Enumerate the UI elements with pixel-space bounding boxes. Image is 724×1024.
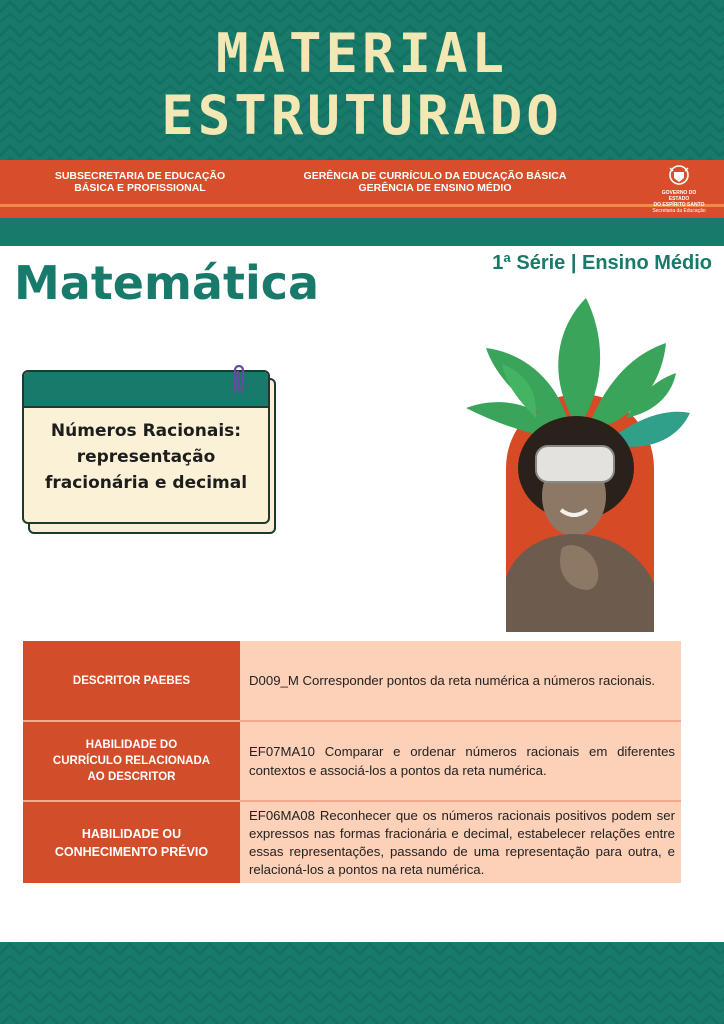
row-label-line1: HABILIDADE OU — [81, 826, 182, 841]
descriptor-table — [23, 641, 681, 883]
row-value-text: D009_M Corresponder pontos da reta numérica a números racionais. — [249, 673, 656, 688]
row-value — [240, 722, 681, 800]
row-value-text: EF06MA08 Reconhecer que os números racionais positivos podem ser expressos nas formas fracionária e decimal, estabelecer relações entre essas representações, passando de uma representação para outra, e relacioná-los a pontos na reta numérica. — [249, 807, 675, 877]
row-label-line2: CURRÍCULO RELACIONADA — [52, 755, 211, 767]
row-value-text: EF07MA10 Comparar e ordenar números racionais em diferentes contextos e associá-los a pontos da reta numérica. — [249, 744, 675, 778]
header-title-line2: ESTRUTURADO — [161, 84, 563, 147]
seal-text-3: Secretaria da Educação — [652, 208, 706, 214]
table-row-descritor — [23, 641, 681, 720]
table-row-habilidade-curriculo — [23, 722, 681, 800]
topic-line1: Números Racionais: — [50, 421, 242, 441]
footer-pattern — [0, 942, 724, 1024]
gerencia-line2: GERÊNCIA DE ENSINO MÉDIO — [358, 182, 512, 194]
topic-line2: representação — [76, 447, 216, 467]
row-label — [23, 722, 240, 800]
series-label: 1ª Série | Ensino Médio — [492, 252, 712, 274]
coat-of-arms-icon — [667, 164, 691, 186]
topic-line3: fracionária e decimal — [44, 473, 248, 493]
subsecretaria-label: SUBSECRETARIA DE EDUCAÇÃO BÁSICA E PROFISSIONAL — [54, 170, 226, 194]
paperclip-icon — [230, 362, 248, 396]
footer-banner — [0, 942, 724, 1024]
band-stripe — [0, 204, 724, 207]
row-label: DESCRITOR PAEBES — [23, 641, 240, 720]
vr-headset-icon — [536, 446, 614, 482]
seal-text-1: GOVERNO DO ESTADO — [661, 190, 697, 202]
row-label-line2: CONHECIMENTO PRÉVIO — [54, 844, 209, 859]
seal-text-2: DO ESPÍRITO SANTO — [653, 202, 705, 208]
topic-card-text — [24, 418, 268, 496]
header-title-line1: MATERIAL — [215, 22, 509, 85]
gerencia-label — [290, 170, 580, 194]
subject-title: Matemática — [14, 256, 320, 310]
row-label-line3: AO DESCRITOR — [87, 771, 176, 783]
row-value — [240, 802, 681, 883]
institution-band — [0, 160, 724, 218]
government-seal — [652, 164, 706, 214]
gerencia-line1: GERÊNCIA DE CURRÍCULO DA EDUCAÇÃO BÁSICA — [303, 170, 567, 182]
row-value — [240, 641, 681, 720]
row-label — [23, 802, 240, 883]
row-label-line1: HABILIDADE DO — [85, 739, 178, 751]
teal-band — [0, 218, 724, 246]
header-banner — [0, 0, 724, 160]
student-vr-illustration — [466, 298, 692, 632]
table-row-conhecimento-previo — [23, 802, 681, 883]
